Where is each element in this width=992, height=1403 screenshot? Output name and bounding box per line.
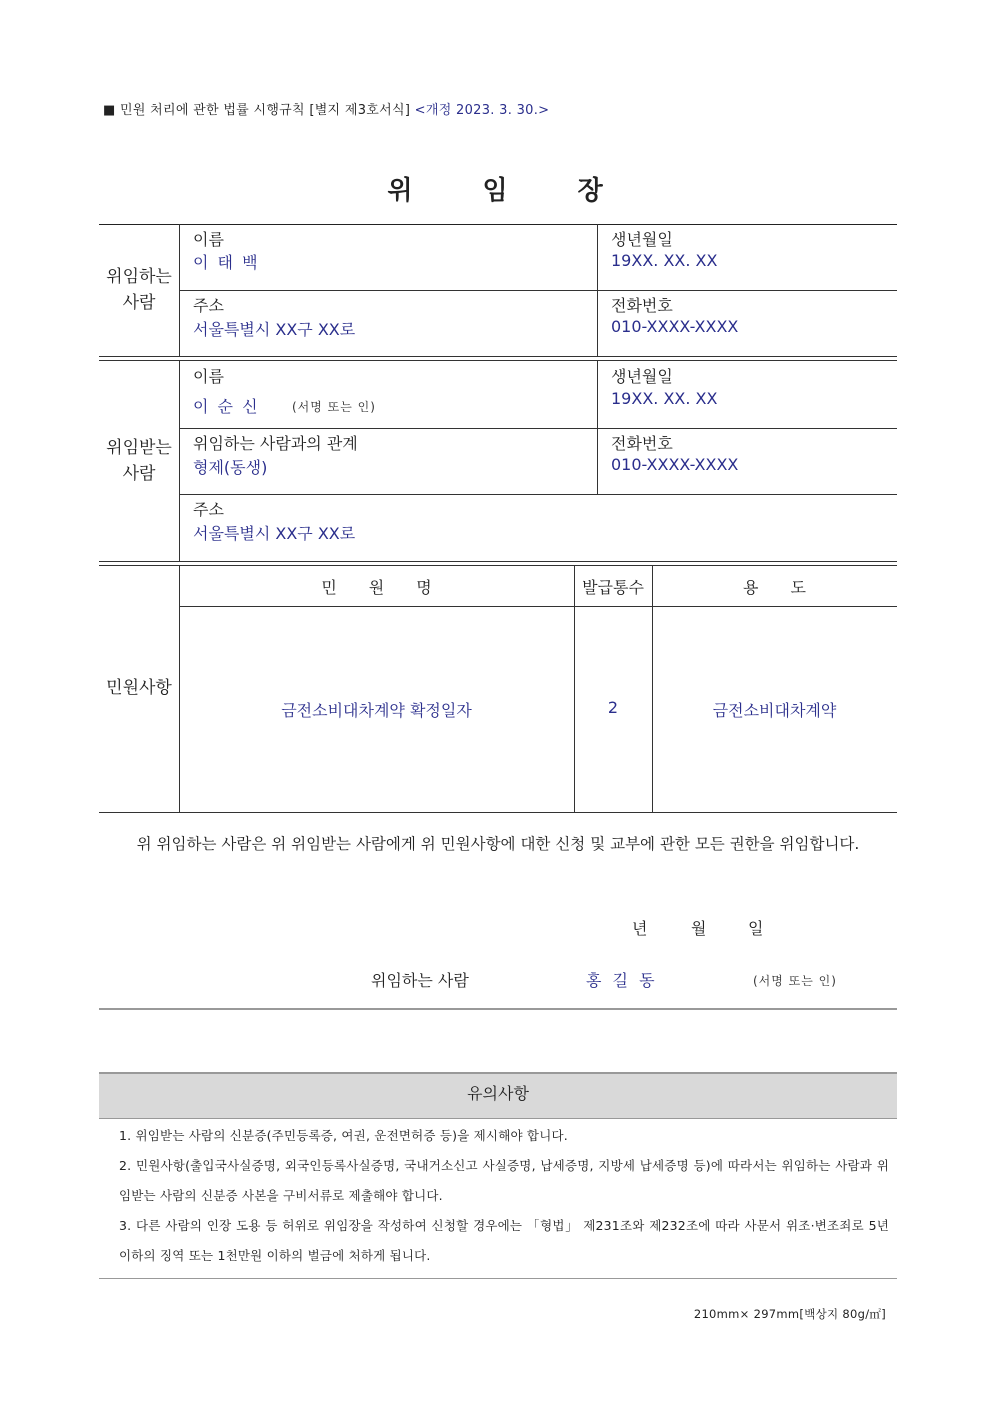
date-month[interactable]: 월 [691, 919, 707, 938]
divider [99, 812, 897, 813]
civil-header-count: 발급통수 [582, 578, 644, 597]
divider [179, 290, 897, 291]
signature-label: 위임하는 사람 [371, 971, 469, 990]
civil-count-value[interactable]: 2 [607, 698, 619, 717]
divider [597, 360, 598, 494]
civil-header-purpose: 용 도 [743, 578, 806, 597]
civil-header-name: 민 원 명 [321, 578, 432, 597]
date-day[interactable]: 일 [748, 919, 764, 938]
note-item: 2. 민원사항(출입국사실증명, 외국인등록사실증명, 국내거소신고 사실증명, 납세증명, 지방세 납세증명 등)에 따라서는 위임하는 사람과 위임받는 사람의 신분증 사본을 구비서류로 제출해야 합니다. [119, 1158, 889, 1203]
revision-date: <개정 2023. 3. 30.> [414, 103, 550, 118]
title-char: 장 [577, 176, 605, 206]
notes-title: 유의사항 [467, 1084, 529, 1103]
delegator-side-label [99, 264, 179, 316]
divider [179, 606, 897, 607]
delegate-sign-note: (서명 또는 인) [292, 400, 376, 414]
side-label-line: 위임하는 [106, 267, 172, 287]
divider [99, 565, 897, 566]
delegator-address-value[interactable]: 서울특별시 XX구 XX로 [193, 320, 356, 339]
delegator-birth-value[interactable]: 19XX. XX. XX [611, 251, 718, 270]
delegate-birth-label: 생년월일 [611, 367, 673, 386]
divider [179, 494, 897, 495]
civil-side-label: 민원사항 [106, 678, 172, 698]
title-char: 임 [482, 176, 510, 206]
delegate-address-value[interactable]: 서울특별시 XX구 XX로 [193, 524, 356, 543]
delegate-relation-value[interactable]: 형제(동생) [193, 458, 268, 477]
delegator-name-value[interactable]: 이 태 백 [193, 253, 260, 272]
delegate-name-value[interactable]: 이 순 신 [193, 397, 260, 416]
date-year[interactable]: 년 [632, 919, 648, 938]
divider [597, 224, 598, 357]
delegate-phone-value[interactable]: 010-XXXX-XXXX [611, 455, 739, 474]
signature-note: (서명 또는 인) [753, 974, 837, 988]
divider [179, 565, 180, 812]
form-reference: ■ 민원 처리에 관한 법률 시행규칙 [별지 제3호서식] [103, 103, 411, 118]
signature-name[interactable]: 홍 길 동 [586, 971, 658, 990]
note-item: 1. 위임받는 사람의 신분증(주민등록증, 여권, 운전면허증 등)을 제시해야 합니다. [119, 1128, 568, 1143]
divider [99, 1008, 897, 1010]
delegate-side-label [99, 435, 179, 487]
delegate-birth-value[interactable]: 19XX. XX. XX [611, 389, 718, 408]
note-item: 3. 다른 사람의 인장 도용 등 허위로 위임장을 작성하여 신청할 경우에는 「형법」 제231조와 제232조에 따라 사문서 위조·변조죄로 5년 이하의 징역 또는 1천만원 이하의 벌금에 처하게 됩니다. [119, 1218, 889, 1263]
civil-name-value[interactable]: 금전소비대차계약 확정일자 [281, 701, 472, 720]
side-label-line: 사람 [122, 464, 156, 484]
divider [99, 356, 897, 357]
side-label-line: 사람 [122, 293, 156, 313]
civil-purpose-value[interactable]: 금전소비대차계약 [712, 701, 837, 720]
delegate-address-label: 주소 [193, 500, 224, 519]
notes-header [99, 1072, 897, 1119]
divider [179, 224, 180, 357]
divider [652, 565, 653, 812]
delegator-phone-value[interactable]: 010-XXXX-XXXX [611, 317, 739, 336]
delegate-relation-label: 위임하는 사람과의 관계 [193, 434, 358, 453]
side-label-line: 위임받는 [106, 438, 172, 458]
divider [99, 561, 897, 562]
delegation-statement: 위 위임하는 사람은 위 위임받는 사람에게 위 민원사항에 대한 신청 및 교부에 관한 모든 권한을 위임합니다. [136, 835, 860, 853]
delegator-phone-label: 전화번호 [611, 296, 673, 315]
delegate-name-label: 이름 [193, 367, 224, 386]
title-char: 위 [387, 176, 415, 206]
divider [99, 1278, 897, 1279]
table-top-border [99, 224, 897, 225]
form-header [103, 99, 549, 118]
divider [99, 360, 897, 361]
delegator-name-label: 이름 [193, 230, 224, 249]
divider [574, 565, 575, 812]
page-title [0, 170, 992, 207]
delegator-address-label: 주소 [193, 296, 224, 315]
divider [179, 428, 897, 429]
delegator-birth-label: 생년월일 [611, 230, 673, 249]
delegate-phone-label: 전화번호 [611, 434, 673, 453]
divider [179, 360, 180, 562]
paper-spec: 210mm× 297mm[백상지 80g/㎡] [693, 1307, 886, 1321]
